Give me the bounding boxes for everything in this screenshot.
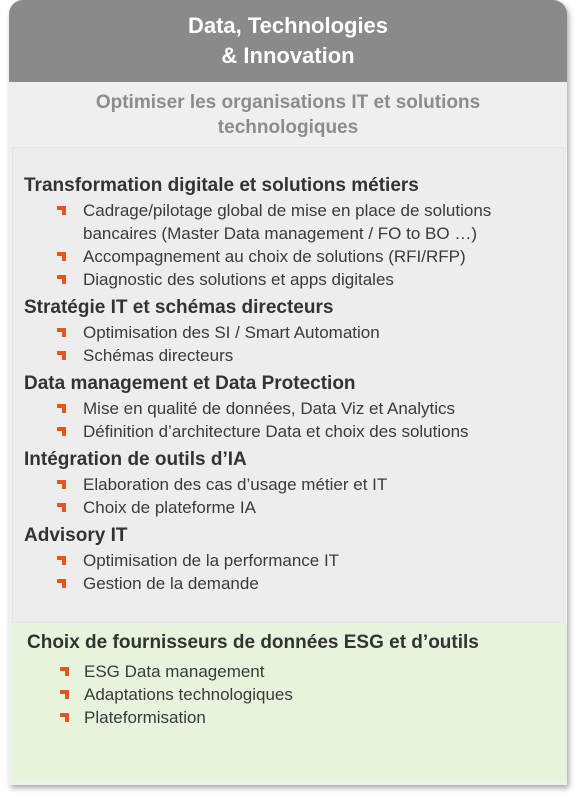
list-item-text: Choix de plateforme IA [83, 498, 256, 517]
orange-corner-bullet-icon [57, 275, 66, 284]
orange-corner-bullet-icon [57, 579, 66, 588]
orange-corner-bullet-icon [57, 252, 66, 261]
section-items [24, 397, 564, 443]
list-item [24, 572, 564, 595]
section-title: Stratégie IT et schémas directeurs [24, 297, 334, 318]
section-items [24, 473, 564, 519]
orange-corner-bullet-icon [57, 427, 66, 436]
card-subtitle [9, 90, 567, 140]
list-item [11, 683, 551, 706]
list-item-text: Elaboration des cas d’usage métier et IT [83, 475, 388, 494]
offer-card [9, 0, 567, 785]
orange-corner-bullet-icon [57, 206, 66, 215]
list-item [24, 199, 564, 245]
list-item [24, 420, 564, 443]
orange-corner-bullet-icon [60, 667, 69, 676]
list-item-text: Définition d’architecture Data et choix des solutions [83, 422, 469, 441]
esg-title: Choix de fournisseurs de données ESG et d’outils [27, 632, 479, 653]
section-digital-transformation [24, 173, 564, 291]
orange-corner-bullet-icon [57, 404, 66, 413]
list-item [24, 245, 564, 268]
section-data-management [24, 371, 564, 443]
header-title-line1: Data, Technologies [187, 13, 389, 38]
orange-corner-bullet-icon [60, 713, 69, 722]
section-items [24, 199, 564, 291]
orange-corner-bullet-icon [57, 351, 66, 360]
list-item-text: Optimisation des SI / Smart Automation [83, 323, 380, 342]
subtitle-line1: Optimiser les organisations IT et solutions [95, 92, 481, 113]
list-item [24, 344, 564, 367]
list-item [11, 660, 551, 683]
list-item [24, 397, 564, 420]
orange-corner-bullet-icon [57, 556, 66, 565]
orange-corner-bullet-icon [60, 690, 69, 699]
list-item-text: Plateformisation [84, 708, 206, 727]
orange-corner-bullet-icon [57, 480, 66, 489]
card-header [9, 0, 567, 82]
list-item-text: Cadrage/pilotage global de mise en place de solutions bancaires (Master Data management / FO to BO …) [83, 201, 492, 243]
section-ai-integration [24, 447, 564, 519]
list-item [24, 549, 564, 572]
section-title: Intégration de outils d’IA [24, 449, 247, 470]
list-item-text: ESG Data management [84, 662, 265, 681]
section-advisory-it [24, 523, 564, 595]
section-title: Transformation digitale et solutions métiers [24, 175, 419, 196]
list-item-text: Diagnostic des solutions et apps digitales [83, 270, 394, 289]
header-title-line2: & Innovation [221, 43, 355, 68]
list-item-text: Optimisation de la performance IT [83, 551, 340, 570]
list-item-text: Mise en qualité de données, Data Viz et Analytics [83, 399, 456, 418]
section-it-strategy [24, 295, 564, 367]
list-item [24, 321, 564, 344]
orange-corner-bullet-icon [57, 503, 66, 512]
services-list [24, 173, 564, 599]
subtitle-line2: technologiques [217, 117, 359, 138]
list-item-text: Accompagnement au choix de solutions (RFI/RFP) [83, 247, 466, 266]
list-item-text: Gestion de la demande [83, 574, 259, 593]
section-items [24, 321, 564, 367]
orange-corner-bullet-icon [57, 328, 66, 337]
esg-items [11, 660, 551, 729]
list-item [24, 268, 564, 291]
section-items [24, 549, 564, 595]
esg-panel [11, 624, 567, 782]
list-item-text: Schémas directeurs [83, 346, 234, 365]
list-item [11, 706, 551, 729]
section-title: Data management et Data Protection [24, 373, 356, 394]
list-item-text: Adaptations technologiques [84, 685, 293, 704]
list-item [24, 473, 564, 496]
section-title: Advisory IT [24, 525, 128, 546]
list-item [24, 496, 564, 519]
